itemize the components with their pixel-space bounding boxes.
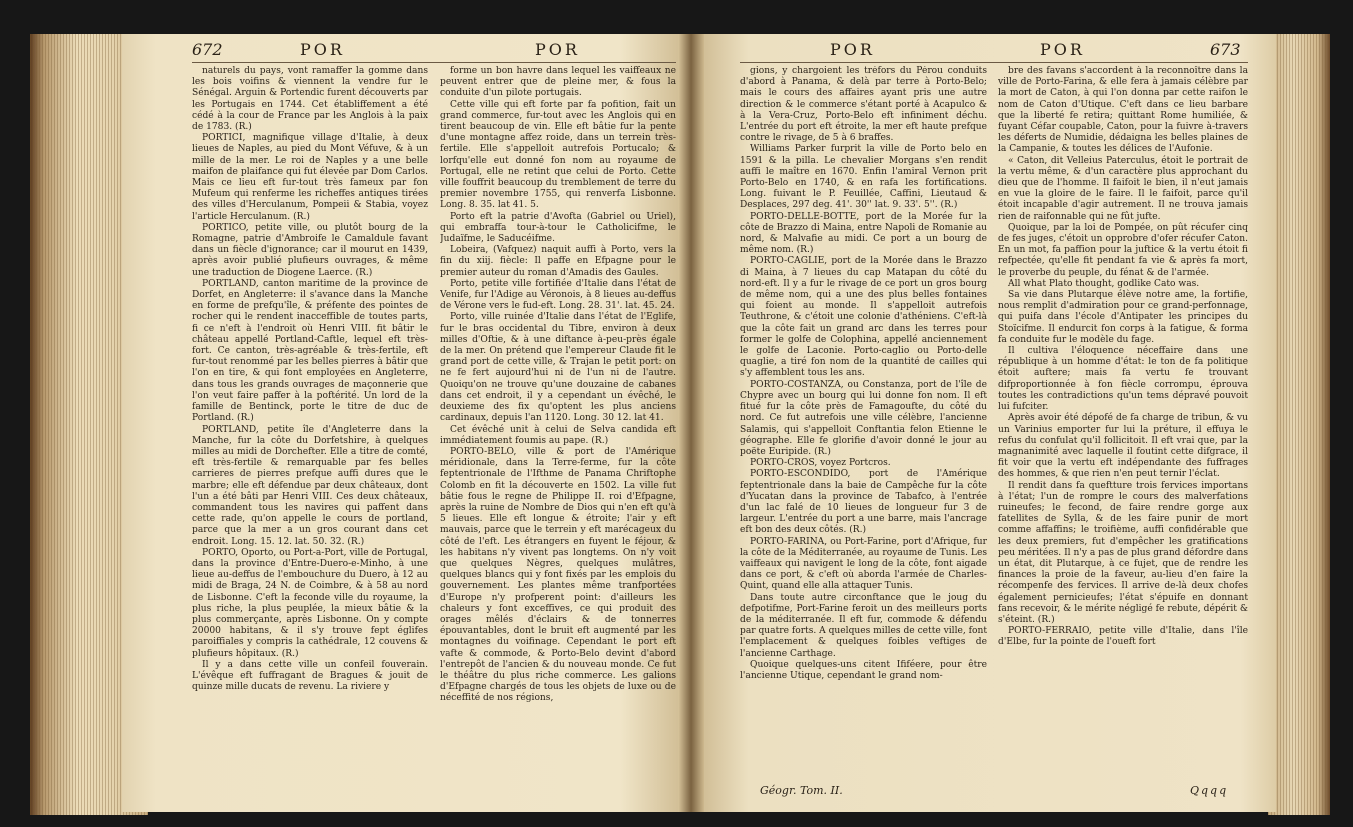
paragraph: Cette ville qui eft forte par fa pofition, fait un grand commerce, fur-tout avec les Anglois qui en tirent beaucoup de vin. Elle eft bâtie fur la pente d'une montagne affez roide, dans un terrein très-fertile. Elle s'appelloit autrefois Portucalo; & lorfqu'elle eut donné fon nom au royaume de Portugal, elle ne retint que celui de Porto. Cette ville fouffrit beaucoup du tremblement de terre du premier novembre 1755, qui renverfa Lisbonne. Long. 8. 35. lat 41. 5. xyxy=(440,99,676,211)
paragraph: PORTICI, magnifique village d'Italie, à deux lieues de Naples, au pied du Mont Véfuve, & à un mille de la mer. Le roi de Naples y a une belle maifon de plaifance qui fut élevée par Dom Carlos. Mais ce lieu eft fur-tout très fameux par fon Mufeum qui renferme les richeffes antiques tirées des villes d'Herculanum, Pompeii & Stabia, voyez l'article Herculanum. (R.) xyxy=(192,133,428,222)
paragraph: Quoique, par la loi de Pompée, on pût récufer cinq de fes juges, c'étoit un opprobre d'ofer récufer Caton. En un mot, fa paffion pour la juftice & la vertu étoit fi refpectée, qu'elle fit pendant fa vie & après fa mort, le proverbe du peuple, du fénat & de l'armée. xyxy=(998,222,1248,278)
paragraph: naturels du pays, vont ramaffer la gomme dans les bois voifins & viennent la vendre fur le Sénégal. Arguin & Portendic furent découverts par les Portugais en 1744. Cet établiffement a été cédé à la cour de France par les Anglois à la paix de 1783. (R.) xyxy=(192,66,428,133)
left-running-head-1: POR xyxy=(300,40,345,59)
paragraph: PORTO-DELLE-BOTTE, port de la Morée fur la côte de Brazzo di Maina, entre Napoli de Romanie au nord, & Malvafie au midi. Ce port a un bourg de même nom. (R.) xyxy=(740,211,987,256)
paragraph: All what Plato thought, godlike Cato was. xyxy=(1008,278,1200,289)
paragraph: Cet évêché unit à celui de Selva candida eft immédiatement foumis au pape. (R.) xyxy=(440,424,676,446)
right-column-2 xyxy=(998,66,1248,778)
paragraph: Porto, petite ville fortifiée d'Italie dans l'état de Venife, fur l'Adige au Véronois, à 8 lieues au-deffus de Vérone vers le fud-eft. Long. 28. 31'. lat. 45. 24. xyxy=(440,278,676,312)
paragraph: Il y a dans cette ville un confeil fouverain. L'évêque eft fuffragant de Bragues & jouit de quinze mille ducats de revenu. La riviere y xyxy=(192,659,428,693)
paragraph: PORTLAND, petite île d'Angleterre dans la Manche, fur la côte du Dorfetshire, à quelques milles au midi de Dorchefter. Elle a titre de comté, eft très-fertile & remarquable par fes belles carrieres de pierres prefque auffi dures que le marbre; elle eft défendue par deux châteaux, dont l'un a été bâti par Henri VIII. Ces deux châteaux, commandent tous les navires qui paffent dans cette rade, qu'on appelle le cours de portland, parce que la mer a un gros courant dans cet endroit. Long. 15. 12. lat. 50. 32. (R.) xyxy=(192,424,428,547)
paragraph: Après avoir été dépofé de fa charge de tribun, & vu un Varinius emporter fur lui la préture, il effuya le refus du confulat qu'il follicitoit. Il eft vrai que, par la magnanimité avec laquelle il foutint cette difgrace, il fit voir que la vertu eft indépendante des fuffrages des hommes, & que rien n'en peut ternir l'éclat. xyxy=(998,413,1248,480)
paragraph: Il cultiva l'éloquence néceffaire dans une république à un homme d'état: le ton de fa politique étoit auftere; mais fa vertu fe trouvant difproportionnée à fon fiècle corrompu, éprouva toutes les contradictions qu'un tems dépravé pouvoit lui fufciter. xyxy=(998,346,1248,413)
paragraph: PORTICO, petite ville, ou plutôt bourg de la Romagne, patrie d'Ambroife le Camaldule favant dans un fiècle d'ignorance; car il mourut en 1439, après avoir publié plufieurs ouvrages, & même une traduction de Diogene Laerce. (R.) xyxy=(192,222,428,278)
paragraph: forme un bon havre dans lequel les vaiffeaux ne peuvent entrer que de pleine mer, & fous la conduite d'un pilote portugais. xyxy=(440,66,676,99)
paragraph: PORTO-CROS, voyez Portcros. xyxy=(750,458,891,469)
paragraph: PORTO-BELO, ville & port de l'Amérique méridionale, dans la Terre-ferme, fur la côte feptentrionale de l'Ifthme de Panama Chriftophe Colomb en fit la découverte en 1502. La ville fut bâtie fous le regne de Philippe II. roi d'Efpagne, après la ruine de Nombre de Dios qui n'en eft qu'à 5 lieues. Elle eft longue & étroite; l'air y eft mauvais, parce que le terrein y eft marécageux du côté de l'eft. Les étrangers en fuyent le féjour, & les habitans n'y vivent pas longtems. On n'y voit que quelques Nègres, quelques mulâtres, quelques blancs qui y font fixés par les emplois du gouvernement. Les plantes même tranfportées d'Europe n'y profperent point: d'ailleurs les chaleurs y font exceffives, ce qui produit des orages mêlés d'éclairs & de tonnerres épouvantables, dont le bruit eft augmenté par les montagnes du voifinage. Cependant le port eft vafte & commode, & Porto-Belo devint d'abord l'entrepôt de l'ancien & du nouveau monde. Ce fut le théâtre du plus riche commerce. Les galions d'Efpagne chargés de tous les objets de luxe ou de néceffité de nos régions, xyxy=(440,446,676,704)
left-running-head-2: POR xyxy=(535,40,580,59)
right-page-number: 673 xyxy=(1210,40,1241,59)
right-running-head-2: POR xyxy=(1040,40,1085,59)
paragraph: Il rendit dans fa queftture trois fervices importans à l'état; l'un de rompre le cours des malverfations ruineufes; le fecond, de faire rendre gorge aux fatellites de Sylla, & de les faire punir de mort comme affaffins; le troifième, auffi confidérable que les deux premiers, fut d'empêcher les gratifications peu méritées. Il n'y a pas de plus grand défordre dans un état, dit Plutarque, à ce fujet, que de rendre les finances la proie de la faveur, au-lieu d'en faire la récompenfe des fervices. Il arrive de-là deux chofes également pernicieufes; l'état s'épuife en donnant fans recevoir, & le mérite négligé fe rebute, dépérit & s'éteint. (R.) xyxy=(998,480,1248,625)
left-column-2 xyxy=(440,66,676,798)
left-page-number: 672 xyxy=(192,40,223,59)
right-header-rule xyxy=(740,62,1248,63)
left-header-rule xyxy=(192,62,676,63)
paragraph: bre des favans s'accordent à la reconnoître dans la ville de Porto-Farina, & elle fera à jamais célèbre par la mort de Caton, à qui l'on donna par cette raifon le nom de Caton d'Utique. C'eft dans ce lieu barbare que la liberté fe retira; quittant Rome humiliée, & fuyant Céfar coupable, Caton, pour la fuivre à-travers les déferts de Numidie, dédaigna les belles plaines de la Campanie, & toutes les délices de l'Aufonie. xyxy=(998,66,1248,155)
paragraph: « Caton, dit Velleius Paterculus, étoit le portrait de la vertu même, & d'un caractère plus approchant du dieu que de l'homme. Il faifoit le bien, il n'eut jamais en vue la gloire de le faire. Il le faifoit, parce qu'il étoit incapable d'agir autrement. Il ne trouva jamais rien de raifonnable qui ne fût jufte. xyxy=(998,155,1248,222)
paragraph: Sa vie dans Plutarque élève notre ame, la fortifie, nous remplit d'admiration pour ce grand-perfonnage, qui puifa dans l'école d'Antipater les principes du Stoïcifme. Il endurcit fon corps à la fatigue, & forma fa conduite fur le modèle du fage. xyxy=(998,290,1248,345)
paragraph: PORTO-ESCONDIDO, port de l'Amérique feptentrionale dans la baie de Campêche fur la côte d'Yucatan dans la province de Tabafco, à l'entrée d'un lac falé de 10 lieues de longueur fur 3 de largeur. L'entrée du port a une barre, mais l'ancrage eft bon des deux côtés. (R.) xyxy=(740,469,987,536)
left-column-1 xyxy=(192,66,428,798)
paragraph: gions, y chargoient les tréfors du Pérou conduits d'abord à Panama, & delà par terre à Porto-Belo; mais le cours des affaires ayant pris une autre direction & le commerce s'étant porté à Acapulco & à la Vera-Cruz, Porto-Belo eft infiniment déchu. L'entrée du port eft étroite, la mer eft haute prefque contre le rivage, de 5 à 6 braffes. xyxy=(740,66,987,144)
signature-mark-left: Géogr. Tom. II. xyxy=(760,784,843,797)
paragraph: PORTO-FARINA, ou Port-Farine, port d'Afrique, fur la côte de la Méditerranée, au royaume de Tunis. Les vaiffeaux qui navigent le long de la côte, font aigade dans ce port, & c'eft où aborda l'armée de Charles-Quint, quand elle alla attaquer Tunis. xyxy=(740,536,987,592)
right-running-head-1: POR xyxy=(830,40,875,59)
paragraph: Porto, ville ruinée d'Italie dans l'état de l'Eglife, fur le bras occidental du Tibre, environ à deux milles d'Oftie, & à une diftance à-peu-près égale de la mer. On prétend que l'empereur Claude fit le grand port de cette ville, & Trajan le petit port: on ne fe fert aujourd'hui ni de l'un ni de l'autre. Quoiqu'on ne trouve qu'une douzaine de cabanes dans cet endroit, il y a cependant un évêché, le deuxieme des fix qu'optent les plus anciens cardinaux, depuis l'an 1120. Long. 30 12. lat 41. xyxy=(440,312,676,424)
paragraph: Quoique quelques-uns citent Ififéere, pour être l'ancienne Utique, cependant le grand nom- xyxy=(740,659,987,681)
paragraph: PORTO-COSTANZA, ou Constanza, port de l'île de Chypre avec un bourg qui lui donne fon nom. Il eft fitué fur la côte près de Famagoufte, du côté du nord. Ce fut autrefois une ville célèbre, l'ancienne Salamis, qui s'appelloit Conftantia felon Etienne le géographe. Elle fe glorifie d'avoir donné le jour au poëte Euripide. (R.) xyxy=(740,379,987,457)
paragraph: Williams Parker furprit la ville de Porto belo en 1591 & la pilla. Le chevalier Morgans s'en rendit auffi le maître en 1670. Enfin l'amiral Vernon prit Porto-Belo en 1740, & en rafa les fortifications. Long. fuivant le P. Feuillée, Caffini, Lieutaud & Desplaces, 297 deg. 41'. 30'' lat. 9. 33'. 5''. (R.) xyxy=(740,144,987,211)
paragraph: PORTO, Oporto, ou Port-a-Port, ville de Portugal, dans la province d'Entre-Duero-e-Minho, à une lieue au-deffus de l'embouchure du Duero, à 12 au midi de Braga, 24 N. de Coimbre, & à 58 au nord de Lisbonne. C'eft la feconde ville du royaume, la plus riche, la plus peuplée, la mieux bâtie & la plus commerçante, après Lisbonne. On y compte 20000 habitans, & il s'y trouve fept églifes paroiffiales y compris la cathédrale, 12 couvens & plufieurs hôpitaux. (R.) xyxy=(192,547,428,659)
right-page-edges xyxy=(1268,34,1330,815)
paragraph: Porto eft la patrie d'Avofta (Gabriel ou Uriel), qui embraffa tour-à-tour le Catholicifme, le Judaïfme, le Saducéifme. xyxy=(440,211,676,245)
signature-mark-right: Qqqq xyxy=(1190,784,1229,797)
book-gutter xyxy=(678,34,704,812)
paragraph: Lobeira, (Vafquez) naquit auffi à Porto, vers la fin du xiij. fiècle: Il paffe en Efpagne pour le premier auteur du roman d'Amadis des Gaules. xyxy=(440,245,676,278)
paragraph: PORTO-CAGLIE, port de la Morée dans le Brazzo di Maina, à 7 lieues du cap Matapan du côté du nord-eft. Il y a fur le rivage de ce port un gros bourg de même nom, qui a une des plus belles fontaines qui foient au monde. Il s'appelloit autrefois Teuthrone, & c'étoit une colonie d'athéniens. C'eft-là que la côte fait un grand arc dans les terres pour former le golfe de Colophina, appellé anciennement le golfe de Laconie. Porto-caglio ou Porto-delle quaglie, a tiré fon nom de la quantité de cailles qui s'y affemblent tous les ans. xyxy=(740,256,987,379)
right-column-1 xyxy=(740,66,987,778)
paragraph: PORTO-FERRAIO, petite ville d'Italie, dans l'île d'Elbe, fur la pointe de l'oueft fort xyxy=(998,626,1248,648)
paragraph: PORTLAND, canton maritime de la province de Dorfet, en Angleterre: il s'avance dans la Manche en forme de prefqu'île, & préfente des pointes de rocher qui le rendent inacceffible de toutes parts, fi ce n'eft à l'endroit où Henri VIII. fit bâtir le château appellé Portland-Caftle, lequel eft très-fort. Ce canton, très-agréable & très-fertile, eft fur-tout renommé par les belles pierres à bâtir que l'on en tire, & qui font employées en Angleterre, dans tous les grands ouvrages de maçonnerie que l'on veut faire paffer à la poftérité. Un lord de la famille de Bentinck, porte le titre de duc de Portland. (R.) xyxy=(192,278,428,424)
paragraph: Dans toute autre circonftance que le joug du defpotifme, Port-Farine feroit un des meilleurs ports de la méditerranée. Il eft fur, commode & défendu par quatre forts. A quelques milles de cette ville, font l'emplacement & quelques foibles veftiges de l'ancienne Carthage. xyxy=(740,592,987,659)
